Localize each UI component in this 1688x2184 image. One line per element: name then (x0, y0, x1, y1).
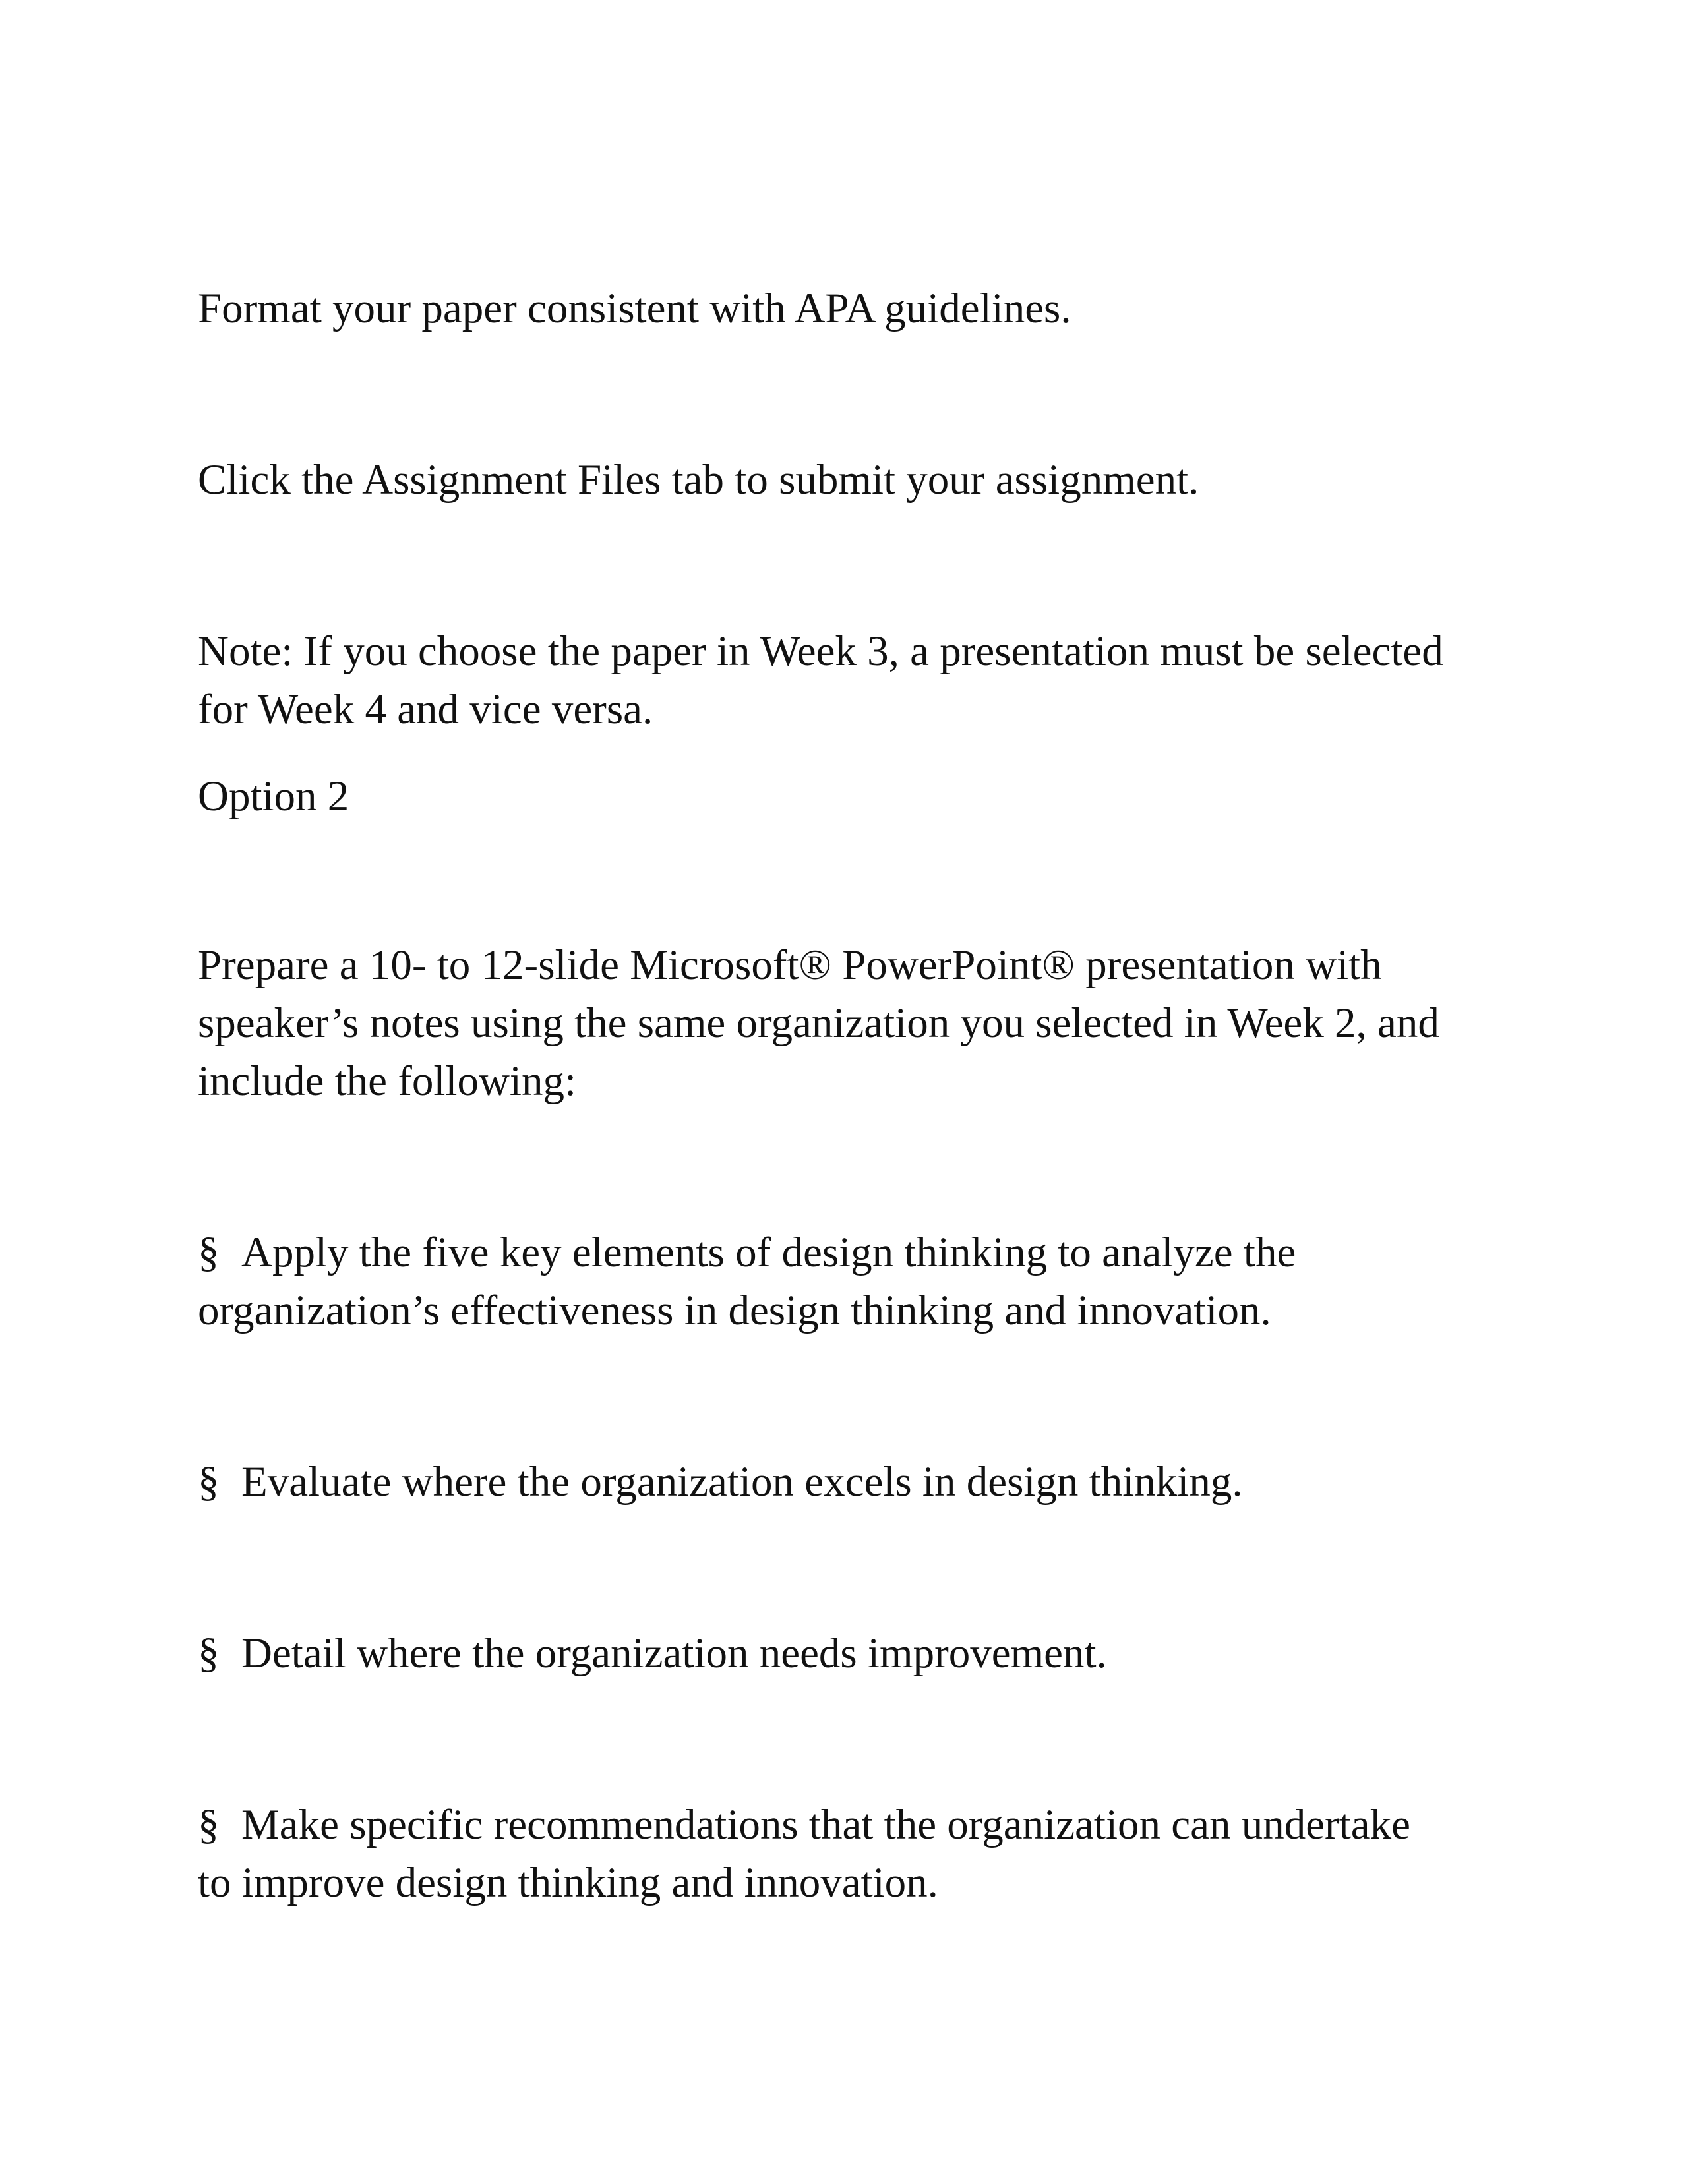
prepare-line-1: Prepare a 10- to 12-slide Microsoft® PowerPoint® presentation with (198, 941, 1382, 989)
paragraph-apa-format: Format your paper consistent with APA guidelines. (198, 285, 1071, 332)
bullet-item-text: Make specific recommendations that the organization can undertake (241, 1801, 1410, 1848)
section-sign-bullet: § (198, 1229, 220, 1276)
bullet-item-text: Apply the five key elements of design thinking to analyze the (241, 1229, 1296, 1276)
option-heading: Option 2 (198, 773, 349, 820)
section-sign-bullet: § (198, 1801, 220, 1848)
bullet-item-4-line-1 (198, 1796, 1410, 1854)
bullet-item-text: Detail where the organization needs improvement. (241, 1630, 1107, 1677)
bullet-item-1-line-1 (198, 1224, 1296, 1282)
bullet-item-3 (198, 1624, 1107, 1682)
note-line-1: Note: If you choose the paper in Week 3, a presentation must be selected (198, 628, 1443, 675)
bullet-item-1-line-2: organization’s effectiveness in design thinking and innovation. (198, 1287, 1271, 1334)
bullet-item-4-line-2: to improve design thinking and innovation. (198, 1859, 938, 1906)
prepare-line-3: include the following: (198, 1057, 577, 1105)
paragraph-submit-instructions: Click the Assignment Files tab to submit your assignment. (198, 456, 1199, 504)
bullet-item-2 (198, 1453, 1243, 1511)
prepare-line-2: speaker’s notes using the same organization you selected in Week 2, and (198, 999, 1439, 1047)
section-sign-bullet: § (198, 1458, 220, 1506)
section-sign-bullet: § (198, 1630, 220, 1677)
note-line-2: for Week 4 and vice versa. (198, 686, 653, 733)
bullet-item-text: Evaluate where the organization excels in design thinking. (241, 1458, 1243, 1506)
